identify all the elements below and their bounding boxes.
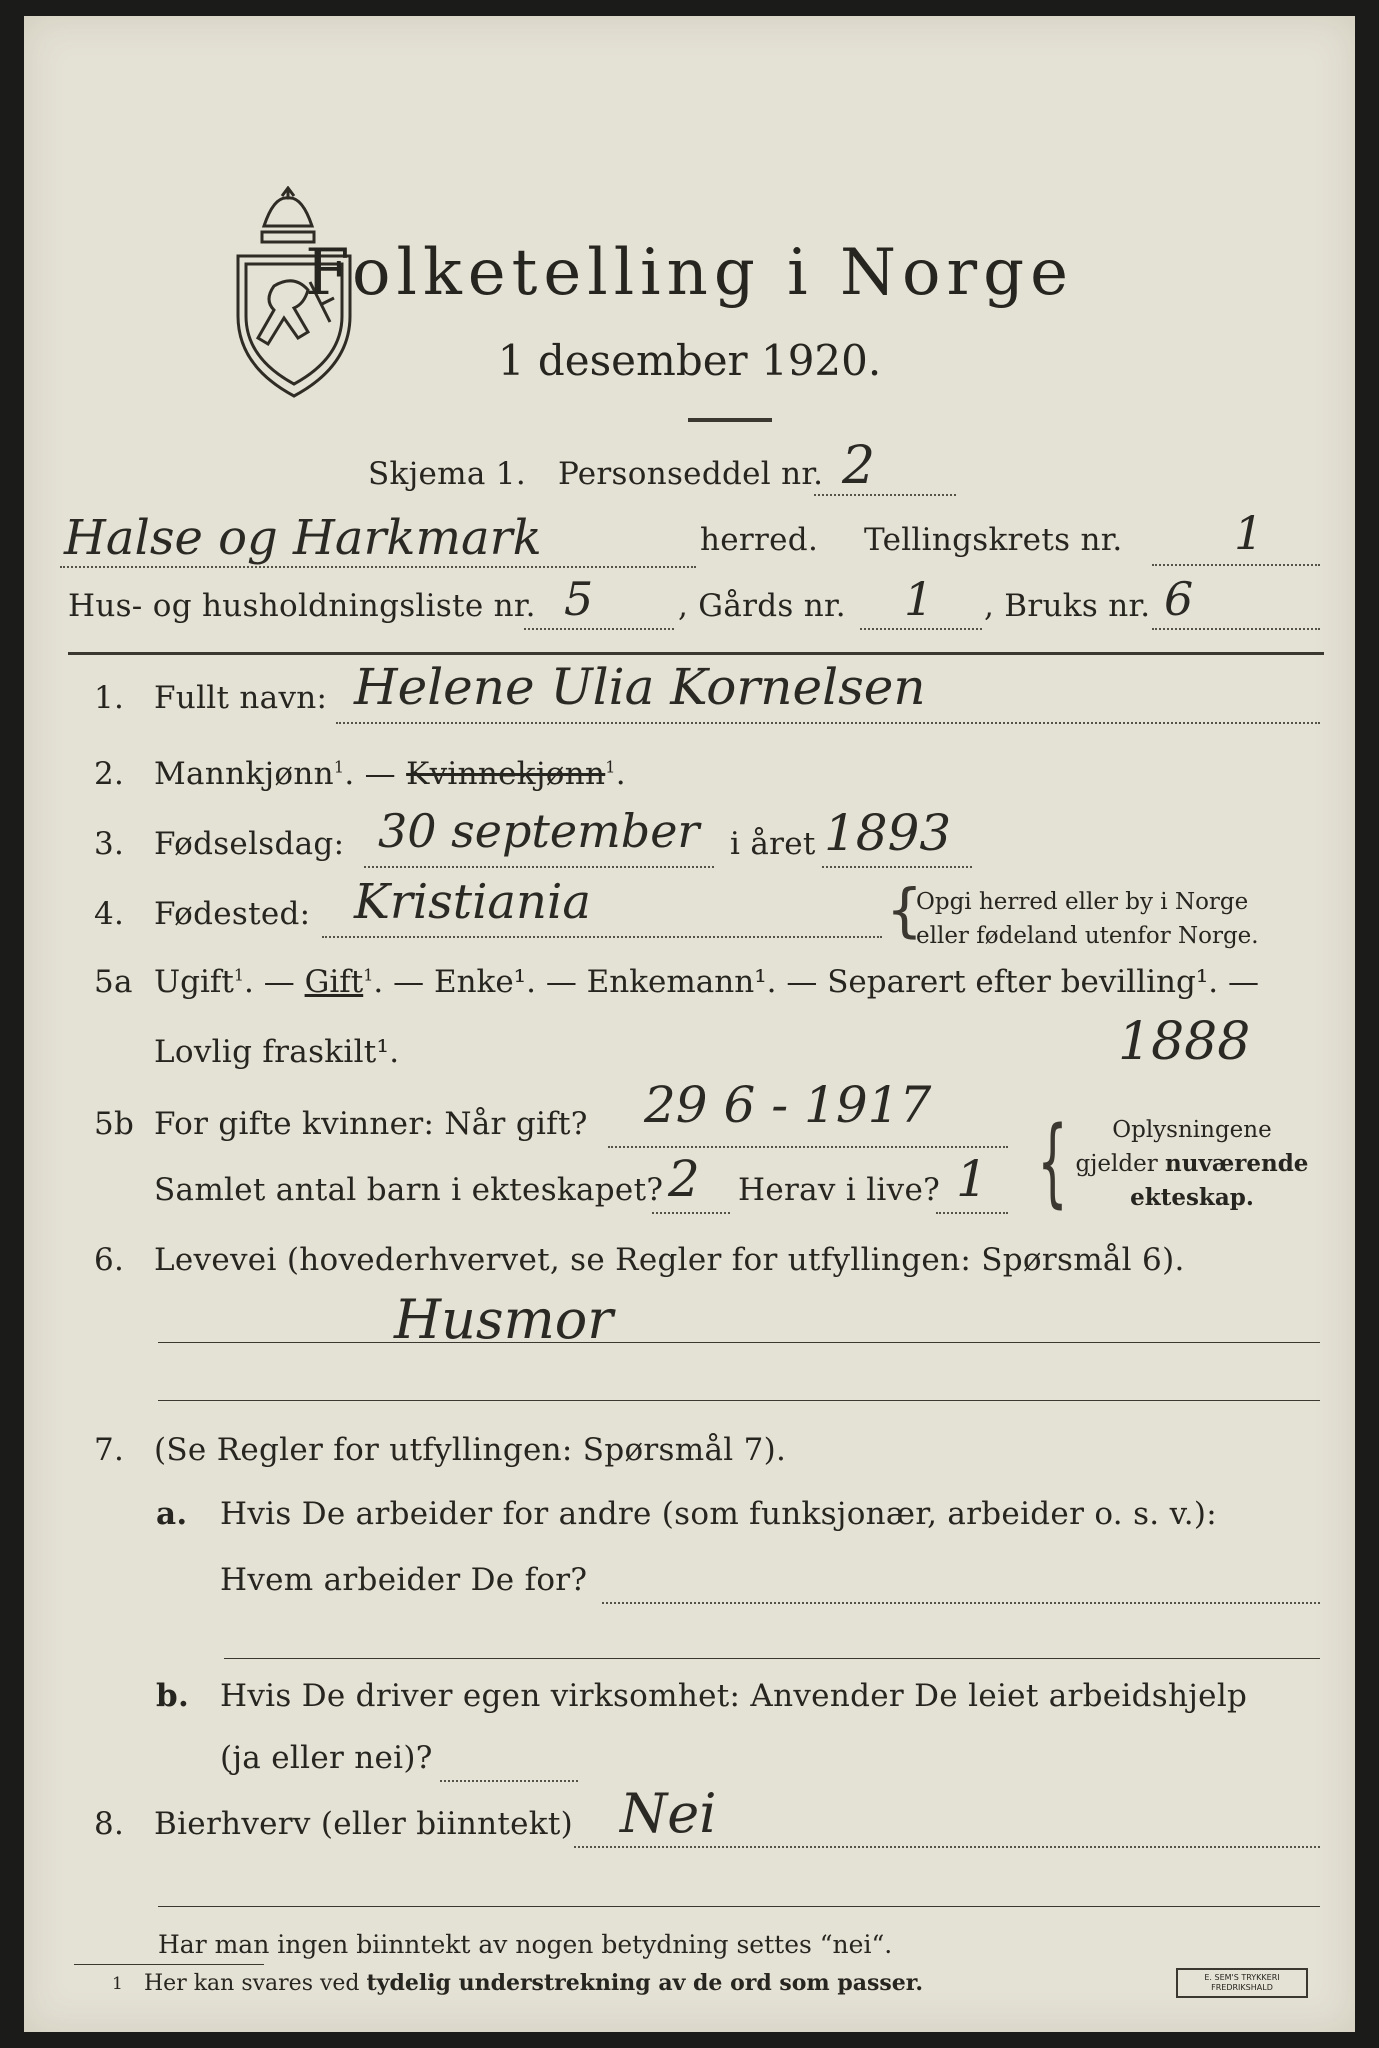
q5b-brace: { [1037, 1106, 1068, 1218]
q6-label: Levevei (hovederhvervet, se Regler for utfyllingen: Spørsmål 6). [154, 1242, 1185, 1278]
q4-birthplace-value[interactable]: Kristiania [354, 874, 591, 930]
bottom-note: Har man ingen biinntekt av nogen betydning settes “nei“. [158, 1930, 893, 1959]
personseddel-line [814, 494, 956, 496]
q8-side-income-value[interactable]: Nei [620, 1782, 717, 1845]
header-rule [68, 652, 1324, 655]
husholdningsliste-label: Hus- og husholdningsliste nr. [68, 588, 536, 624]
q6-line1 [158, 1342, 1320, 1343]
census-date: 1 desember 1920. [497, 336, 882, 385]
q7b-label: Hvis De driver egen virksomhet: Anvender De leiet arbeidshjelp [220, 1678, 1248, 1714]
husholdningsliste-value[interactable]: 5 [564, 572, 594, 626]
q7a-employer-label: Hvem arbeider De for? [220, 1562, 588, 1598]
herred-label: herred. [700, 522, 819, 558]
q2-sex-options: Mannkjønn$^1$. — Kvinnekjønn$^1$. [154, 756, 626, 792]
q2-number: 2. [94, 756, 125, 792]
gards-line [860, 628, 982, 630]
personseddel-label: Personseddel nr. [558, 456, 824, 492]
q5b-note-nuvaerende: nuværende [1165, 1150, 1309, 1177]
q5a-other-options[interactable]: . — Enke¹. — Enkemann¹. — Separert efter bevilling¹. — [373, 964, 1259, 1000]
q5b-alive-value[interactable]: 1 [956, 1150, 988, 1208]
q1-full-name-value[interactable]: Helene Ulia Kornelsen [354, 658, 926, 716]
q5a-ugift-option[interactable]: Ugift [154, 964, 234, 1000]
q2-female-option[interactable]: Kvinnekjønn [406, 756, 606, 792]
q5b-note-line1: Oplysningene [1112, 1117, 1272, 1143]
q4-note-line2: eller fødeland utenfor Norge. [916, 923, 1259, 949]
q5b-note-line2 [1064, 1148, 1320, 1180]
q1-number: 1. [94, 680, 125, 716]
tellingskrets-line [1152, 564, 1320, 566]
q7b-ja-nei-label: (ja eller nei)? [220, 1740, 433, 1776]
q5b-married-date-value[interactable]: 29 6 - 1917 [644, 1076, 932, 1134]
q3-birthday-value[interactable]: 30 september [378, 804, 700, 858]
footnote-text-a: Her kan svares ved [144, 1971, 367, 1996]
q6-number: 6. [94, 1242, 125, 1278]
q7a-extra-line [224, 1658, 1320, 1659]
q3-year-line [822, 866, 972, 868]
q8-number: 8. [94, 1806, 125, 1842]
tellingskrets-label: Tellingskrets nr. [864, 522, 1123, 558]
q5b-children-line [652, 1212, 730, 1214]
q7b-number: b. [156, 1678, 190, 1714]
q5a-lovlig-fraskilt[interactable]: Lovlig fraskilt¹. [154, 1034, 400, 1070]
footnote-rule [74, 1964, 264, 1965]
q3-year-label: i året [730, 826, 816, 862]
q7a-number: a. [156, 1496, 188, 1532]
q2-male-option[interactable]: Mannkjønn [154, 756, 334, 792]
q5a-number: 5a [94, 964, 133, 1000]
q3-year-value[interactable]: 1893 [824, 804, 952, 862]
q4-label: Fødested: [154, 896, 311, 932]
printer-stamp [1176, 1968, 1308, 1998]
q6-occupation-value[interactable]: Husmor [394, 1288, 614, 1351]
herred-value[interactable]: Halse og Harkmark [64, 510, 542, 566]
q5b-alive-label: Herav i live? [738, 1172, 941, 1208]
q3-label: Fødselsdag: [154, 826, 345, 862]
herred-line [60, 566, 696, 568]
q5b-note-gjelder: gjelder [1075, 1151, 1166, 1177]
q6-line2 [158, 1400, 1320, 1401]
q7-number: 7. [94, 1432, 125, 1468]
q3-number: 3. [94, 826, 125, 862]
q4-line [322, 936, 882, 938]
skjema-label: Skjema 1. [368, 456, 526, 492]
q4-brace: { [886, 876, 923, 944]
q7a-label: Hvis De arbeider for andre (som funksjonær, arbeider o. s. v.): [220, 1496, 1218, 1532]
q5b-children-value[interactable]: 2 [668, 1150, 700, 1208]
q5b-label: For gifte kvinner: Når gift? [154, 1106, 588, 1142]
form-title: Folketelling i Norge [305, 236, 1074, 310]
gards-value[interactable]: 1 [904, 572, 934, 626]
q5b-number: 5b [94, 1106, 135, 1142]
q4-number: 4. [94, 896, 125, 932]
q7a-employer-line[interactable] [602, 1602, 1320, 1604]
tellingskrets-value[interactable]: 1 [1234, 506, 1264, 560]
gards-label: , Gårds nr. [678, 588, 846, 624]
q5b-date-line [608, 1146, 1008, 1148]
printer-stamp-line1: E. SEM'S TRYKKERI [1204, 1973, 1280, 1982]
personseddel-value[interactable]: 2 [842, 436, 876, 496]
q5b-children-label: Samlet antal barn i ekteskapet? [154, 1172, 664, 1208]
q8-extra-line [158, 1906, 1320, 1907]
bruks-label: , Bruks nr. [984, 588, 1151, 624]
footnote-text-b: tydelig understrekning av de ord som passer. [366, 1970, 924, 1996]
q5b-alive-line [936, 1212, 1008, 1214]
husholdningsliste-line [524, 628, 674, 630]
q1-line [336, 722, 1320, 724]
q1-label: Fullt navn: [154, 680, 328, 716]
printer-stamp-line2: FREDRIKSHALD [1211, 1983, 1273, 1992]
bruks-value[interactable]: 6 [1164, 572, 1194, 626]
footnote-text [144, 1970, 923, 1996]
title-divider [688, 418, 772, 422]
q5b-note-line3: ekteskap. [1130, 1184, 1254, 1211]
q5a-marital-options: Ugift$^1$. — Gift$^1$. — Enke¹. — Enkemann¹. — Separert efter bevilling¹. — [154, 964, 1259, 1000]
q8-line [574, 1846, 1320, 1848]
q5a-separator: . — [244, 964, 295, 1000]
q7b-answer-line[interactable] [440, 1780, 578, 1782]
footnote-number: 1 [112, 1974, 123, 1994]
q4-note-line1: Opgi herred eller by i Norge [916, 889, 1249, 915]
q5a-gift-option[interactable]: Gift [304, 964, 364, 1000]
q5a-handwritten-year: 1888 [1118, 1012, 1251, 1072]
census-form-sheet [24, 16, 1355, 2032]
q8-label: Bierhverv (eller biinntekt) [154, 1806, 574, 1842]
bruks-line [1152, 628, 1320, 630]
q3-day-line [364, 866, 714, 868]
q7-label: (Se Regler for utfyllingen: Spørsmål 7). [154, 1432, 787, 1468]
q2-separator: . — [344, 756, 396, 792]
